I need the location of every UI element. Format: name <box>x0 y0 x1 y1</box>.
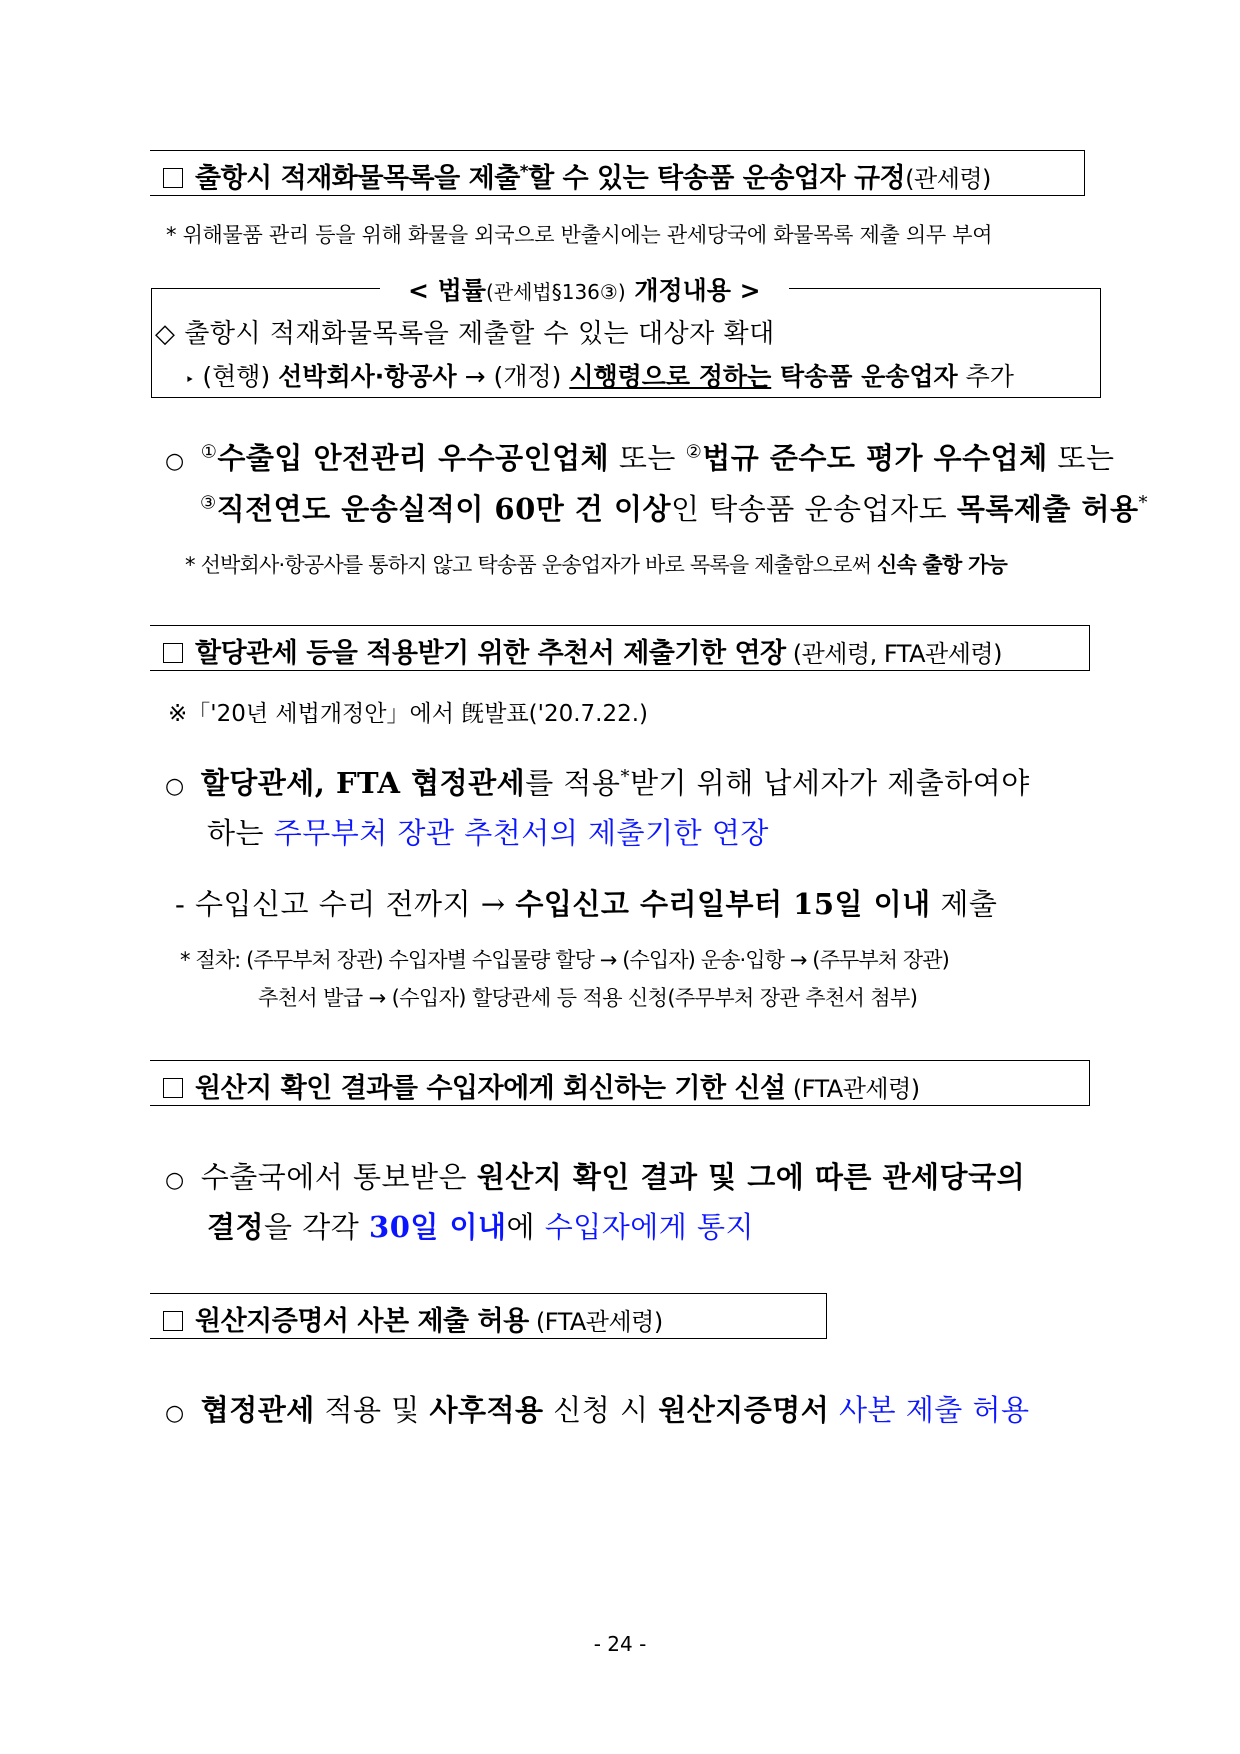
section-3-paragraph-line-1: ○ 수출국에서 통보받은 원산지 확인 결과 및 그에 따른 관세당국의 <box>165 1160 1026 1194</box>
section-2-paragraph-line-2: 하는 주무부처 장관 추천서의 제출기한 연장 <box>207 816 769 850</box>
section-1-title: 출항시 적재화물목록을 제출*할 수 있는 탁송품 운송업자 규정(관세령) <box>163 156 991 195</box>
section-1-paragraph-line-2: ③직전연도 운송실적이 60만 건 이상인 탁송품 운송업자도 목록제출 허용* <box>200 492 1148 526</box>
page-number: - 24 - <box>593 1632 647 1656</box>
checkbox-square-icon <box>163 1078 183 1098</box>
section-2-note: ※「'20년 세법개정안」에서 旣발표('20.7.22.) <box>168 701 649 727</box>
law-box-heading: < 법률(관세법§136③) 개정내용 > <box>380 271 789 307</box>
law-box-line-2: ‣ (현행) 선박회사·항공사 → (개정) 시행령으로 정하는 탁송품 운송업자 추가 <box>185 362 1014 391</box>
section-2-paragraph-dash-line: - 수입신고 수리 전까지 → 수입신고 수리일부터 15일 이내 제출 <box>175 887 998 921</box>
section-1-note: * 위해물품 관리 등을 위해 화물을 외국으로 반출시에는 관세당국에 화물목록 제출 의무 부여 <box>166 223 993 247</box>
section-3-title: 원산지 확인 결과를 수입자에게 회신하는 기한 신설 (FTA관세령) <box>163 1066 920 1105</box>
section-1-paragraph-line-1: ○ ①수출입 안전관리 우수공인업체 또는 ②법규 준수도 평가 우수업체 또는 <box>165 441 1115 475</box>
checkbox-square-icon <box>163 643 183 663</box>
section-2-procedure-note-line-2: 추천서 발급 → (수입자) 할당관세 등 적용 신청(주무부처 장관 추천서 첨부) <box>258 986 918 1010</box>
section-4-paragraph-line-1: ○ 협정관세 적용 및 사후적용 신청 시 원산지증명서 사본 제출 허용 <box>165 1393 1030 1427</box>
section-1-paragraph-note: * 선박회사·항공사를 통하지 않고 탁송품 운송업자가 바로 목록을 제출함으로써 신속 출항 가능 <box>185 553 1007 577</box>
checkbox-square-icon <box>163 1311 183 1331</box>
section-2-paragraph-line-1: ○ 할당관세, FTA 협정관세를 적용*받기 위해 납세자가 제출하여야 <box>165 766 1030 800</box>
checkbox-square-icon <box>163 168 183 188</box>
law-box-line-1: ◇ 출항시 적재화물목록을 제출할 수 있는 대상자 확대 <box>155 319 775 349</box>
section-2-procedure-note-line-1: * 절차: (주무부처 장관) 수입자별 수입물량 할당 → (수입자) 운송·입항 → (주무부처 장관) <box>180 948 949 972</box>
section-4-title: 원산지증명서 사본 제출 허용 (FTA관세령) <box>163 1299 663 1338</box>
section-3-paragraph-line-2: 결정을 각각 30일 이내에 수입자에게 통지 <box>207 1210 755 1244</box>
section-2-title: 할당관세 등을 적용받기 위한 추천서 제출기한 연장 (관세령, FTA관세령) <box>163 631 1002 670</box>
